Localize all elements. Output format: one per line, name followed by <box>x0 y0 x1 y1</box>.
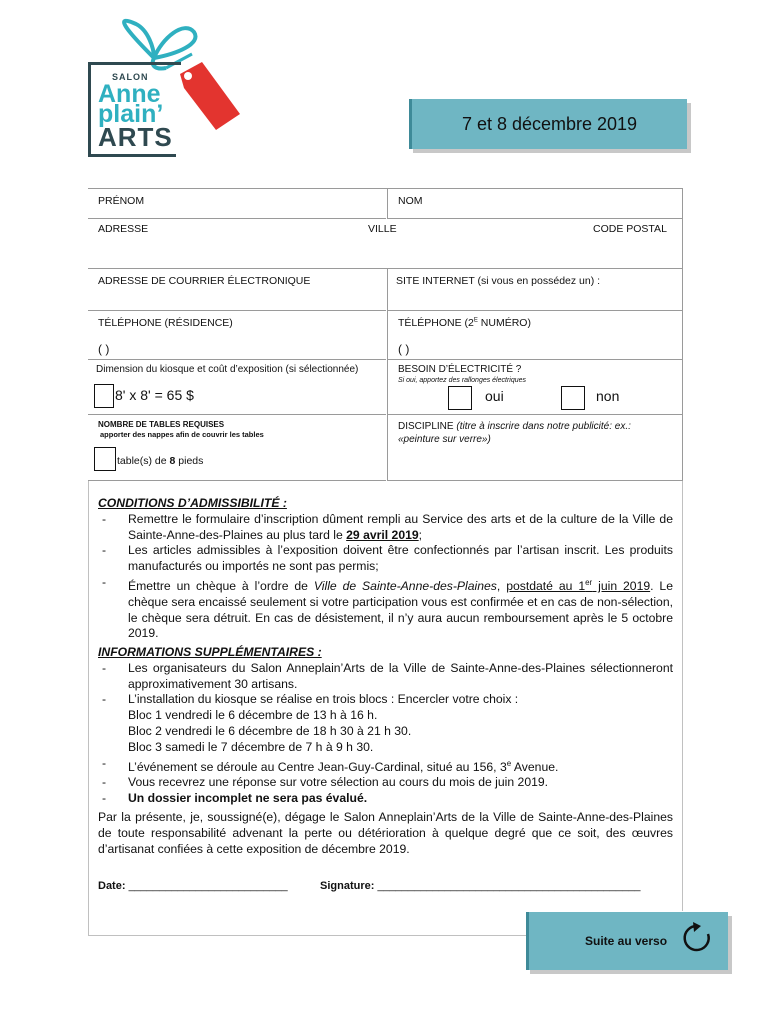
suite-label: Suite au verso <box>585 934 668 948</box>
tables-note: apporter des nappes afin de couvrir les tables <box>100 430 264 439</box>
info-item: - L’événement se déroule au Centre Jean-Guy-Cardinal, situé au 156, 3e Avenue. <box>102 755 559 774</box>
date-line[interactable]: __________________________ <box>128 880 288 892</box>
discipline-field[interactable] <box>388 415 683 481</box>
nom-field[interactable] <box>388 189 683 219</box>
dimension-field <box>88 360 386 415</box>
condition-item: - Remettre le formulaire d’inscription dûment rempli au Service des arts et de la culture de la Ville de Sainte-Anne-des-Plaines au plus tard le 29 avril 2019; <box>102 511 673 542</box>
discipline-label: DISCIPLINE (titre à inscrire dans notre publicité: ex.: «peinture sur verre») <box>398 421 631 445</box>
infos-heading: INFORMATIONS SUPPLÉMENTAIRES : <box>98 645 322 659</box>
nom-label: NOM <box>398 195 423 207</box>
logo-plain: plain’ <box>98 100 164 128</box>
info-item: - Un dossier incomplet ne sera pas évalué. <box>102 791 368 806</box>
declaration: Par la présente, je, soussigné(e), dégage le Salon Anneplain’Arts de la Ville de Sainte-Anne-des-Plaines de toute responsabilité advenant la perte ou détérioration à quelque degré que ce soit, des œuvres d’artisanat confiées à cette exposition de décembre 2019. <box>98 810 673 856</box>
tel-second-label: TÉLÉPHONE ($2^E$ NUMÉRO) <box>398 317 531 329</box>
non-checkbox[interactable] <box>561 386 585 410</box>
condition-item: - Émettre un chèque à l’ordre de Ville de Sainte-Anne-des-Plaines, postdaté au 1er juin 2019. Le chèque sera encaissé seulement si votre participation vous est confirmée et en cas de non-sélection, le chèque sera détruit. En cas de désistement, il n’y aura aucun remboursement après le 5 octobre 2019. <box>102 574 673 641</box>
bloc-3[interactable]: Bloc 3 samedi le 7 décembre de 7 h à 9 h 30. <box>128 739 374 754</box>
signature-block[interactable] <box>320 880 641 892</box>
bloc-2[interactable]: Bloc 2 vendredi le 6 décembre de 18 h 30 à 21 h 30. <box>128 723 412 738</box>
logo-salon: SALON <box>112 72 149 82</box>
tel-residence-area: ( ) <box>98 342 110 356</box>
tables-suffix: table(s) de 8 pieds <box>117 455 204 467</box>
logo <box>84 18 244 158</box>
date-label: Date: <box>98 880 129 892</box>
electricite-label: BESOIN D’ÉLECTRICITÉ ? <box>398 364 522 375</box>
courriel-label: ADRESSE DE COURRIER ÉLECTRONIQUE <box>98 275 311 287</box>
tel-residence-label: TÉLÉPHONE (RÉSIDENCE) <box>98 317 233 329</box>
tables-field <box>88 415 386 481</box>
dimension-checkbox[interactable] <box>94 384 114 408</box>
bloc-1[interactable]: Bloc 1 vendredi le 6 décembre de 13 h à 16 h. <box>128 708 378 723</box>
date-signature-line[interactable] <box>98 880 288 892</box>
dimension-value: 8' x 8' = 65 $ <box>115 387 194 403</box>
conditions-heading: CONDITIONS D’ADMISSIBILITÉ : <box>98 496 287 510</box>
signature-label: Signature: <box>320 880 378 892</box>
electricite-field <box>388 360 683 415</box>
courriel-field[interactable] <box>88 269 386 311</box>
dimension-label: Dimension du kiosque et coût d’exposition (si sélectionnée) <box>96 364 359 375</box>
info-item: - L’installation du kiosque se réalise en trois blocs : Encercler votre choix : <box>102 692 519 707</box>
prenom-label: PRÉNOM <box>98 195 145 207</box>
signature-line[interactable]: ___________________________________________ <box>377 880 641 892</box>
non-label: non <box>596 388 620 404</box>
logo-arts: ARTS <box>98 122 173 152</box>
logo-anne: Anne <box>98 80 161 108</box>
ville-label: VILLE <box>368 223 397 235</box>
tel-second-area: ( ) <box>398 342 410 356</box>
tables-count-input[interactable] <box>94 447 116 471</box>
oui-label: oui <box>485 388 504 404</box>
oui-checkbox[interactable] <box>448 386 472 410</box>
tel-residence-field[interactable] <box>88 311 386 360</box>
date-banner <box>409 99 687 149</box>
suite-au-verso-button[interactable] <box>526 912 728 970</box>
condition-item: - Les articles admissibles à l’exposition doivent être confectionnés par l’artisan inscrit. Les produits manufacturés ou importés ne sont pas permis; <box>102 543 673 574</box>
conditions-section <box>98 496 673 642</box>
site-web-label: SITE INTERNET (si vous en possédez un) : <box>396 275 601 287</box>
event-date: 7 et 8 décembre 2019 <box>461 113 638 134</box>
info-item: - Vous recevrez une réponse sur votre sélection au cours du mois de juin 2019. <box>102 775 549 790</box>
tables-label: NOMBRE DE TABLES REQUISES <box>98 420 225 429</box>
adresse-label: ADRESSE <box>98 223 149 235</box>
turn-page-icon <box>681 922 713 954</box>
info-item: - Les organisateurs du Salon Anneplain’Arts de la Ville de Sainte-Anne-des-Plaines sélectionneront approximativement 30 artisans. <box>102 660 673 691</box>
infos-section <box>98 645 673 807</box>
electricite-note: Si oui, apportez des rallonges électriques <box>398 377 527 384</box>
adresse-field[interactable] <box>88 219 683 269</box>
code-postal-label: CODE POSTAL <box>593 223 667 235</box>
prenom-field[interactable] <box>88 189 386 219</box>
tel-second-field[interactable] <box>388 311 683 360</box>
site-web-field[interactable] <box>388 269 683 311</box>
